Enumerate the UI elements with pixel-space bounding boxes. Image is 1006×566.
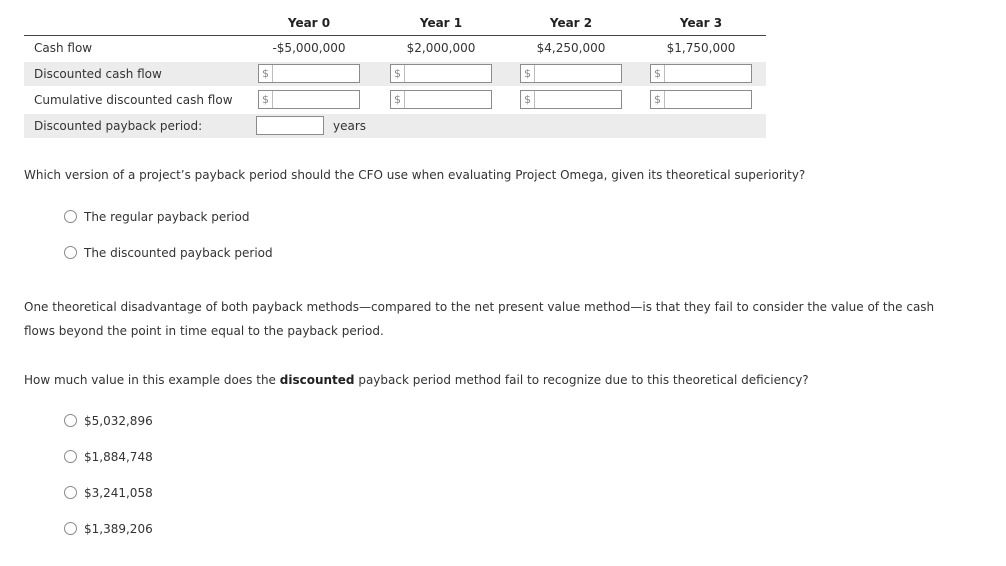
year-1-header: Year 1 bbox=[419, 16, 463, 30]
question-2-emphasis: discounted bbox=[279, 373, 355, 387]
dollar-sign: $ bbox=[521, 65, 535, 82]
dollar-sign: $ bbox=[521, 91, 535, 108]
year-0-header: Year 0 bbox=[287, 16, 331, 30]
discounted-cf-year-1-input[interactable] bbox=[390, 64, 492, 83]
cumulative-cf-year-1-input[interactable] bbox=[390, 90, 492, 109]
q2-option-label: $3,241,058 bbox=[84, 486, 153, 500]
radio-icon[interactable] bbox=[64, 450, 77, 463]
dollar-sign: $ bbox=[259, 65, 273, 82]
paragraph-line-2: flows beyond the point in time equal to the payback period. bbox=[24, 324, 384, 338]
payback-unit-label: years bbox=[333, 119, 367, 133]
discounted-cash-flow-label: Discounted cash flow bbox=[34, 67, 162, 81]
q2-option-label: $1,884,748 bbox=[84, 450, 153, 464]
dollar-sign: $ bbox=[391, 91, 405, 108]
cumulative-cf-year-2-input[interactable] bbox=[520, 90, 622, 109]
radio-icon[interactable] bbox=[64, 210, 77, 223]
discounted-cf-year-3-input[interactable] bbox=[650, 64, 752, 83]
cash-flow-year-1: $2,000,000 bbox=[406, 41, 476, 55]
cash-flow-year-3: $1,750,000 bbox=[666, 41, 736, 55]
cash-flow-year-2: $4,250,000 bbox=[536, 41, 606, 55]
header-rule bbox=[24, 35, 766, 36]
discounted-cf-year-0-input[interactable] bbox=[258, 64, 360, 83]
q2-option-label: $1,389,206 bbox=[84, 522, 153, 536]
year-2-header: Year 2 bbox=[549, 16, 593, 30]
radio-icon[interactable] bbox=[64, 486, 77, 499]
payback-period-label: Discounted payback period: bbox=[34, 119, 203, 133]
dollar-sign: $ bbox=[391, 65, 405, 82]
cash-flow-year-0: -$5,000,000 bbox=[272, 41, 346, 55]
question-2-suffix: payback period method fail to recognize due to this theoretical deficiency? bbox=[354, 373, 809, 387]
cumulative-cf-year-3-input[interactable] bbox=[650, 90, 752, 109]
paragraph-line-1: One theoretical disadvantage of both payback methods—compared to the net present value method—is that they fail to consider the value of the cash bbox=[24, 300, 935, 314]
radio-icon[interactable] bbox=[64, 522, 77, 535]
radio-icon[interactable] bbox=[64, 414, 77, 427]
payback-period-input[interactable] bbox=[256, 116, 324, 135]
q1-option-label: The regular payback period bbox=[84, 210, 250, 224]
cash-flow-label: Cash flow bbox=[34, 41, 93, 55]
q2-option-label: $5,032,896 bbox=[84, 414, 153, 428]
cumulative-cf-year-0-input[interactable] bbox=[258, 90, 360, 109]
question-1-text: Which version of a project’s payback period should the CFO use when evaluating Project Omega, given its theoretical superiority? bbox=[24, 168, 806, 182]
q1-option-label: The discounted payback period bbox=[84, 246, 273, 260]
year-3-header: Year 3 bbox=[679, 16, 723, 30]
dollar-sign: $ bbox=[651, 65, 665, 82]
discounted-cf-year-2-input[interactable] bbox=[520, 64, 622, 83]
cumulative-cash-flow-label: Cumulative discounted cash flow bbox=[34, 93, 233, 107]
dollar-sign: $ bbox=[651, 91, 665, 108]
dollar-sign: $ bbox=[259, 91, 273, 108]
question-2-text bbox=[24, 368, 809, 392]
question-2-prefix: How much value in this example does the bbox=[24, 373, 280, 387]
radio-icon[interactable] bbox=[64, 246, 77, 259]
